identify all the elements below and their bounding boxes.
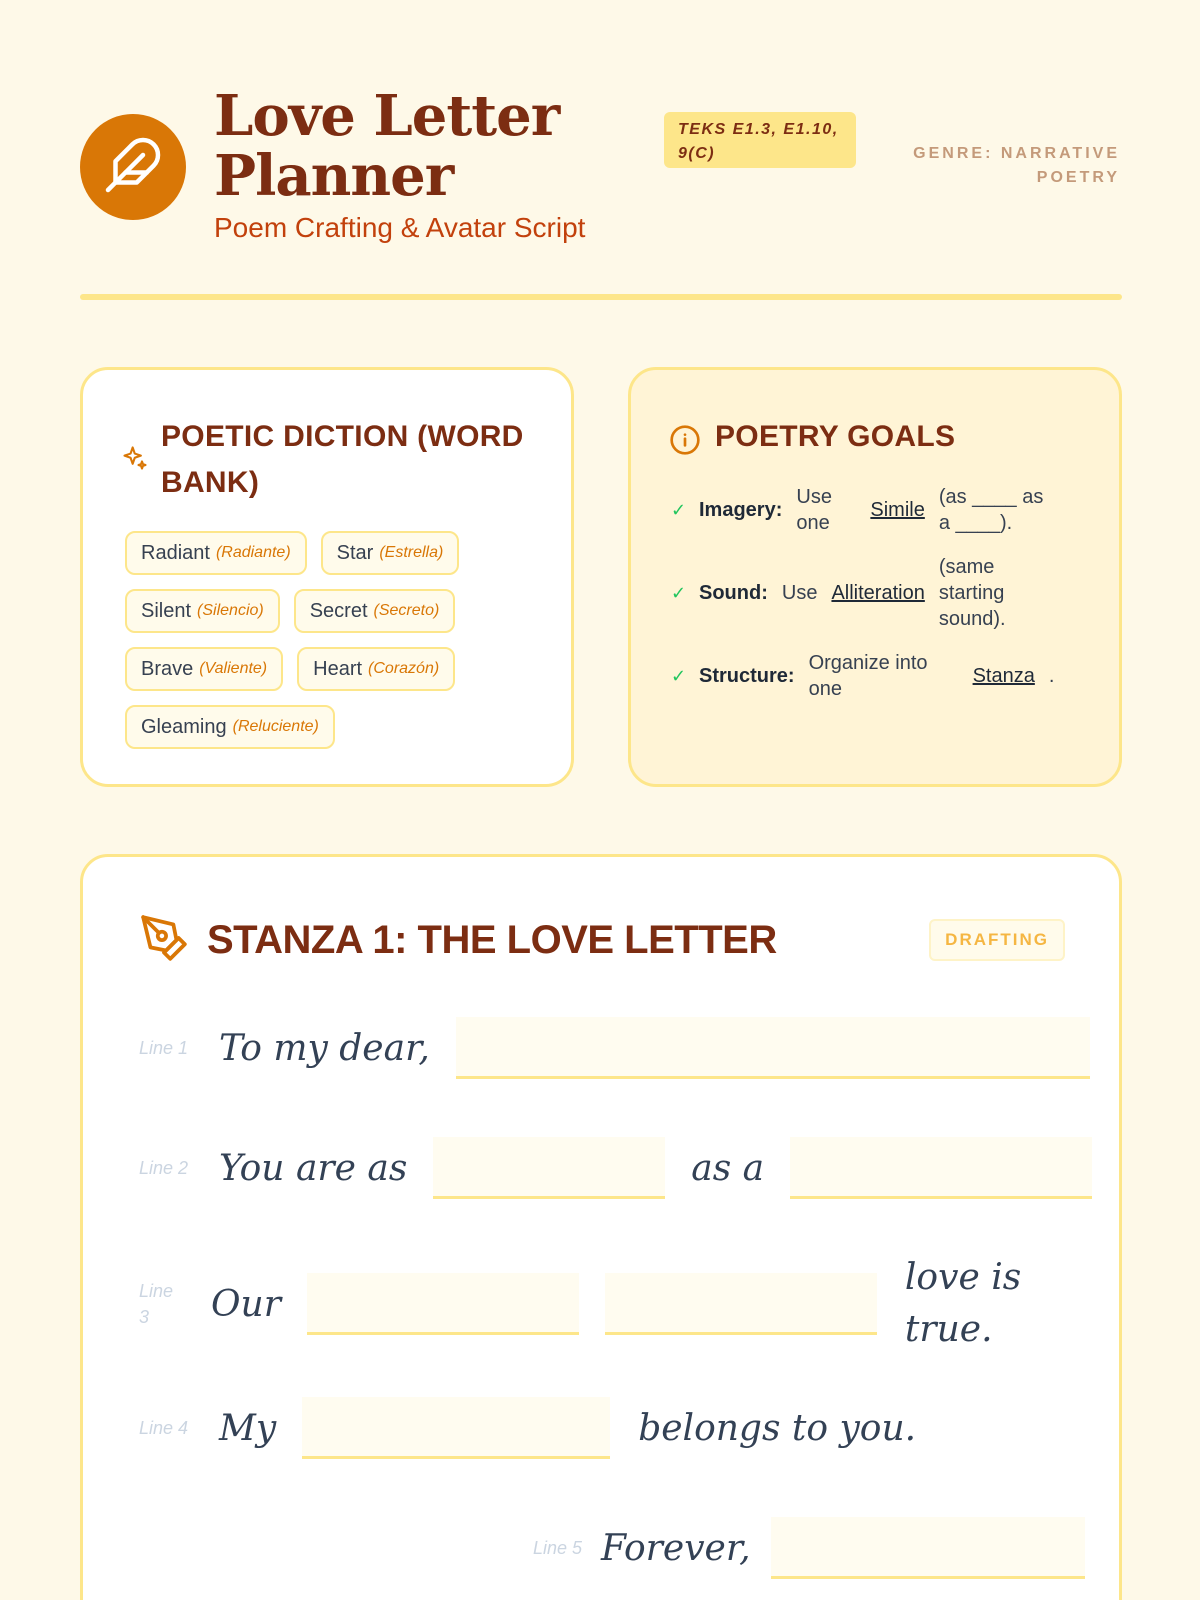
goal-label: Imagery:	[699, 498, 783, 521]
word-spanish: (Secreto)	[373, 602, 440, 619]
line-text: as a	[691, 1147, 765, 1189]
line-number: Line 3	[139, 1281, 174, 1327]
line-text: My	[219, 1407, 277, 1449]
line-number: Line 1	[139, 1037, 189, 1058]
goal-text: (same starting sound).	[938, 556, 1006, 630]
stanza-header	[139, 913, 777, 968]
line-blank-input[interactable]	[302, 1397, 610, 1459]
header-divider	[80, 294, 1122, 300]
teks-badge: TEKS E1.3, E1.10, 9(C)	[664, 112, 856, 168]
word-chip[interactable]	[125, 647, 283, 691]
page-title: Love Letter Planner	[214, 83, 560, 209]
word-chip[interactable]	[125, 705, 335, 749]
check-icon: ✓	[671, 665, 687, 686]
goals-list	[671, 484, 1091, 720]
goal-text: Use one	[796, 486, 832, 534]
word-spanish: (Corazón)	[368, 660, 440, 677]
line-blank-input[interactable]	[771, 1517, 1085, 1579]
poetry-goals-card	[628, 367, 1122, 787]
word-spanish: (Radiante)	[215, 544, 291, 561]
line-text: love is true.	[904, 1257, 1022, 1350]
word-chip[interactable]	[125, 589, 280, 633]
page-header	[80, 83, 1120, 256]
line-blank-input[interactable]	[456, 1017, 1090, 1079]
poem-line-4	[139, 1397, 1067, 1459]
word-bank-list	[125, 531, 545, 749]
goal-text: Organize into one	[808, 652, 928, 700]
sparkles-icon	[121, 444, 149, 477]
word-english: Heart	[313, 657, 363, 680]
poem-line-1	[139, 1017, 1067, 1079]
goal-item	[671, 484, 1091, 536]
word-spanish: (Estrella)	[379, 544, 444, 561]
line-text: Forever,	[601, 1527, 751, 1569]
line-number: Line 2	[139, 1157, 189, 1178]
line-blank-input[interactable]	[307, 1273, 579, 1335]
check-icon: ✓	[671, 499, 687, 520]
poem-line-5	[533, 1517, 1053, 1579]
word-english: Secret	[309, 599, 368, 622]
line-number: Line 4	[139, 1417, 189, 1438]
goal-label: Structure:	[699, 664, 795, 687]
info-icon	[669, 424, 701, 461]
line-blank-input[interactable]	[790, 1137, 1092, 1199]
stanza-title: STANZA 1: THE LOVE LETTER	[207, 918, 777, 962]
stanza-card	[80, 854, 1122, 1600]
check-icon: ✓	[671, 582, 687, 603]
goal-term-link[interactable]: Alliteration	[831, 581, 925, 604]
goal-text: .	[1048, 665, 1055, 687]
poetry-goals-title: POETRY GOALS	[715, 420, 956, 453]
poem-line-2	[139, 1137, 1067, 1199]
word-chip[interactable]	[321, 531, 460, 575]
goal-text: (as ____ as a ____).	[938, 486, 1044, 534]
line-number: Line 5	[533, 1537, 583, 1558]
feather-icon	[103, 135, 163, 200]
word-spanish: (Silencio)	[197, 602, 264, 619]
pen-nib-icon	[139, 913, 189, 968]
poetry-goals-header	[669, 414, 955, 461]
page-subtitle: Poem Crafting & Avatar Script	[214, 212, 586, 243]
goal-item	[671, 650, 1091, 702]
goal-text: Use	[781, 582, 818, 604]
line-text: belongs to you.	[638, 1407, 917, 1449]
word-english: Gleaming	[141, 715, 227, 738]
word-spanish: (Valiente)	[199, 660, 268, 677]
word-bank-title: POETIC DICTION (WORD BANK)	[161, 420, 524, 499]
word-bank-card	[80, 367, 574, 787]
genre-label: GENRE: NARRATIVE POETRY	[913, 145, 1120, 186]
logo	[80, 114, 186, 220]
word-bank-header	[121, 414, 531, 506]
line-blank-input[interactable]	[605, 1273, 877, 1335]
line-text: Our	[211, 1283, 281, 1325]
goal-label: Sound:	[699, 581, 768, 604]
word-chip[interactable]	[297, 647, 455, 691]
word-english: Star	[336, 541, 374, 564]
line-text: You are as	[219, 1147, 408, 1189]
word-english: Silent	[141, 599, 192, 622]
line-text: To my dear,	[219, 1027, 430, 1069]
word-english: Brave	[141, 657, 194, 680]
status-badge: DRAFTING	[929, 919, 1065, 961]
poem-line-3	[139, 1249, 1067, 1359]
word-english: Radiant	[141, 541, 210, 564]
goal-term-link[interactable]: Simile	[870, 498, 925, 521]
goal-term-link[interactable]: Stanza	[972, 664, 1035, 687]
word-chip[interactable]	[294, 589, 456, 633]
word-chip[interactable]	[125, 531, 307, 575]
line-blank-input[interactable]	[433, 1137, 665, 1199]
goal-item	[671, 554, 1091, 632]
word-spanish: (Reluciente)	[232, 718, 319, 735]
